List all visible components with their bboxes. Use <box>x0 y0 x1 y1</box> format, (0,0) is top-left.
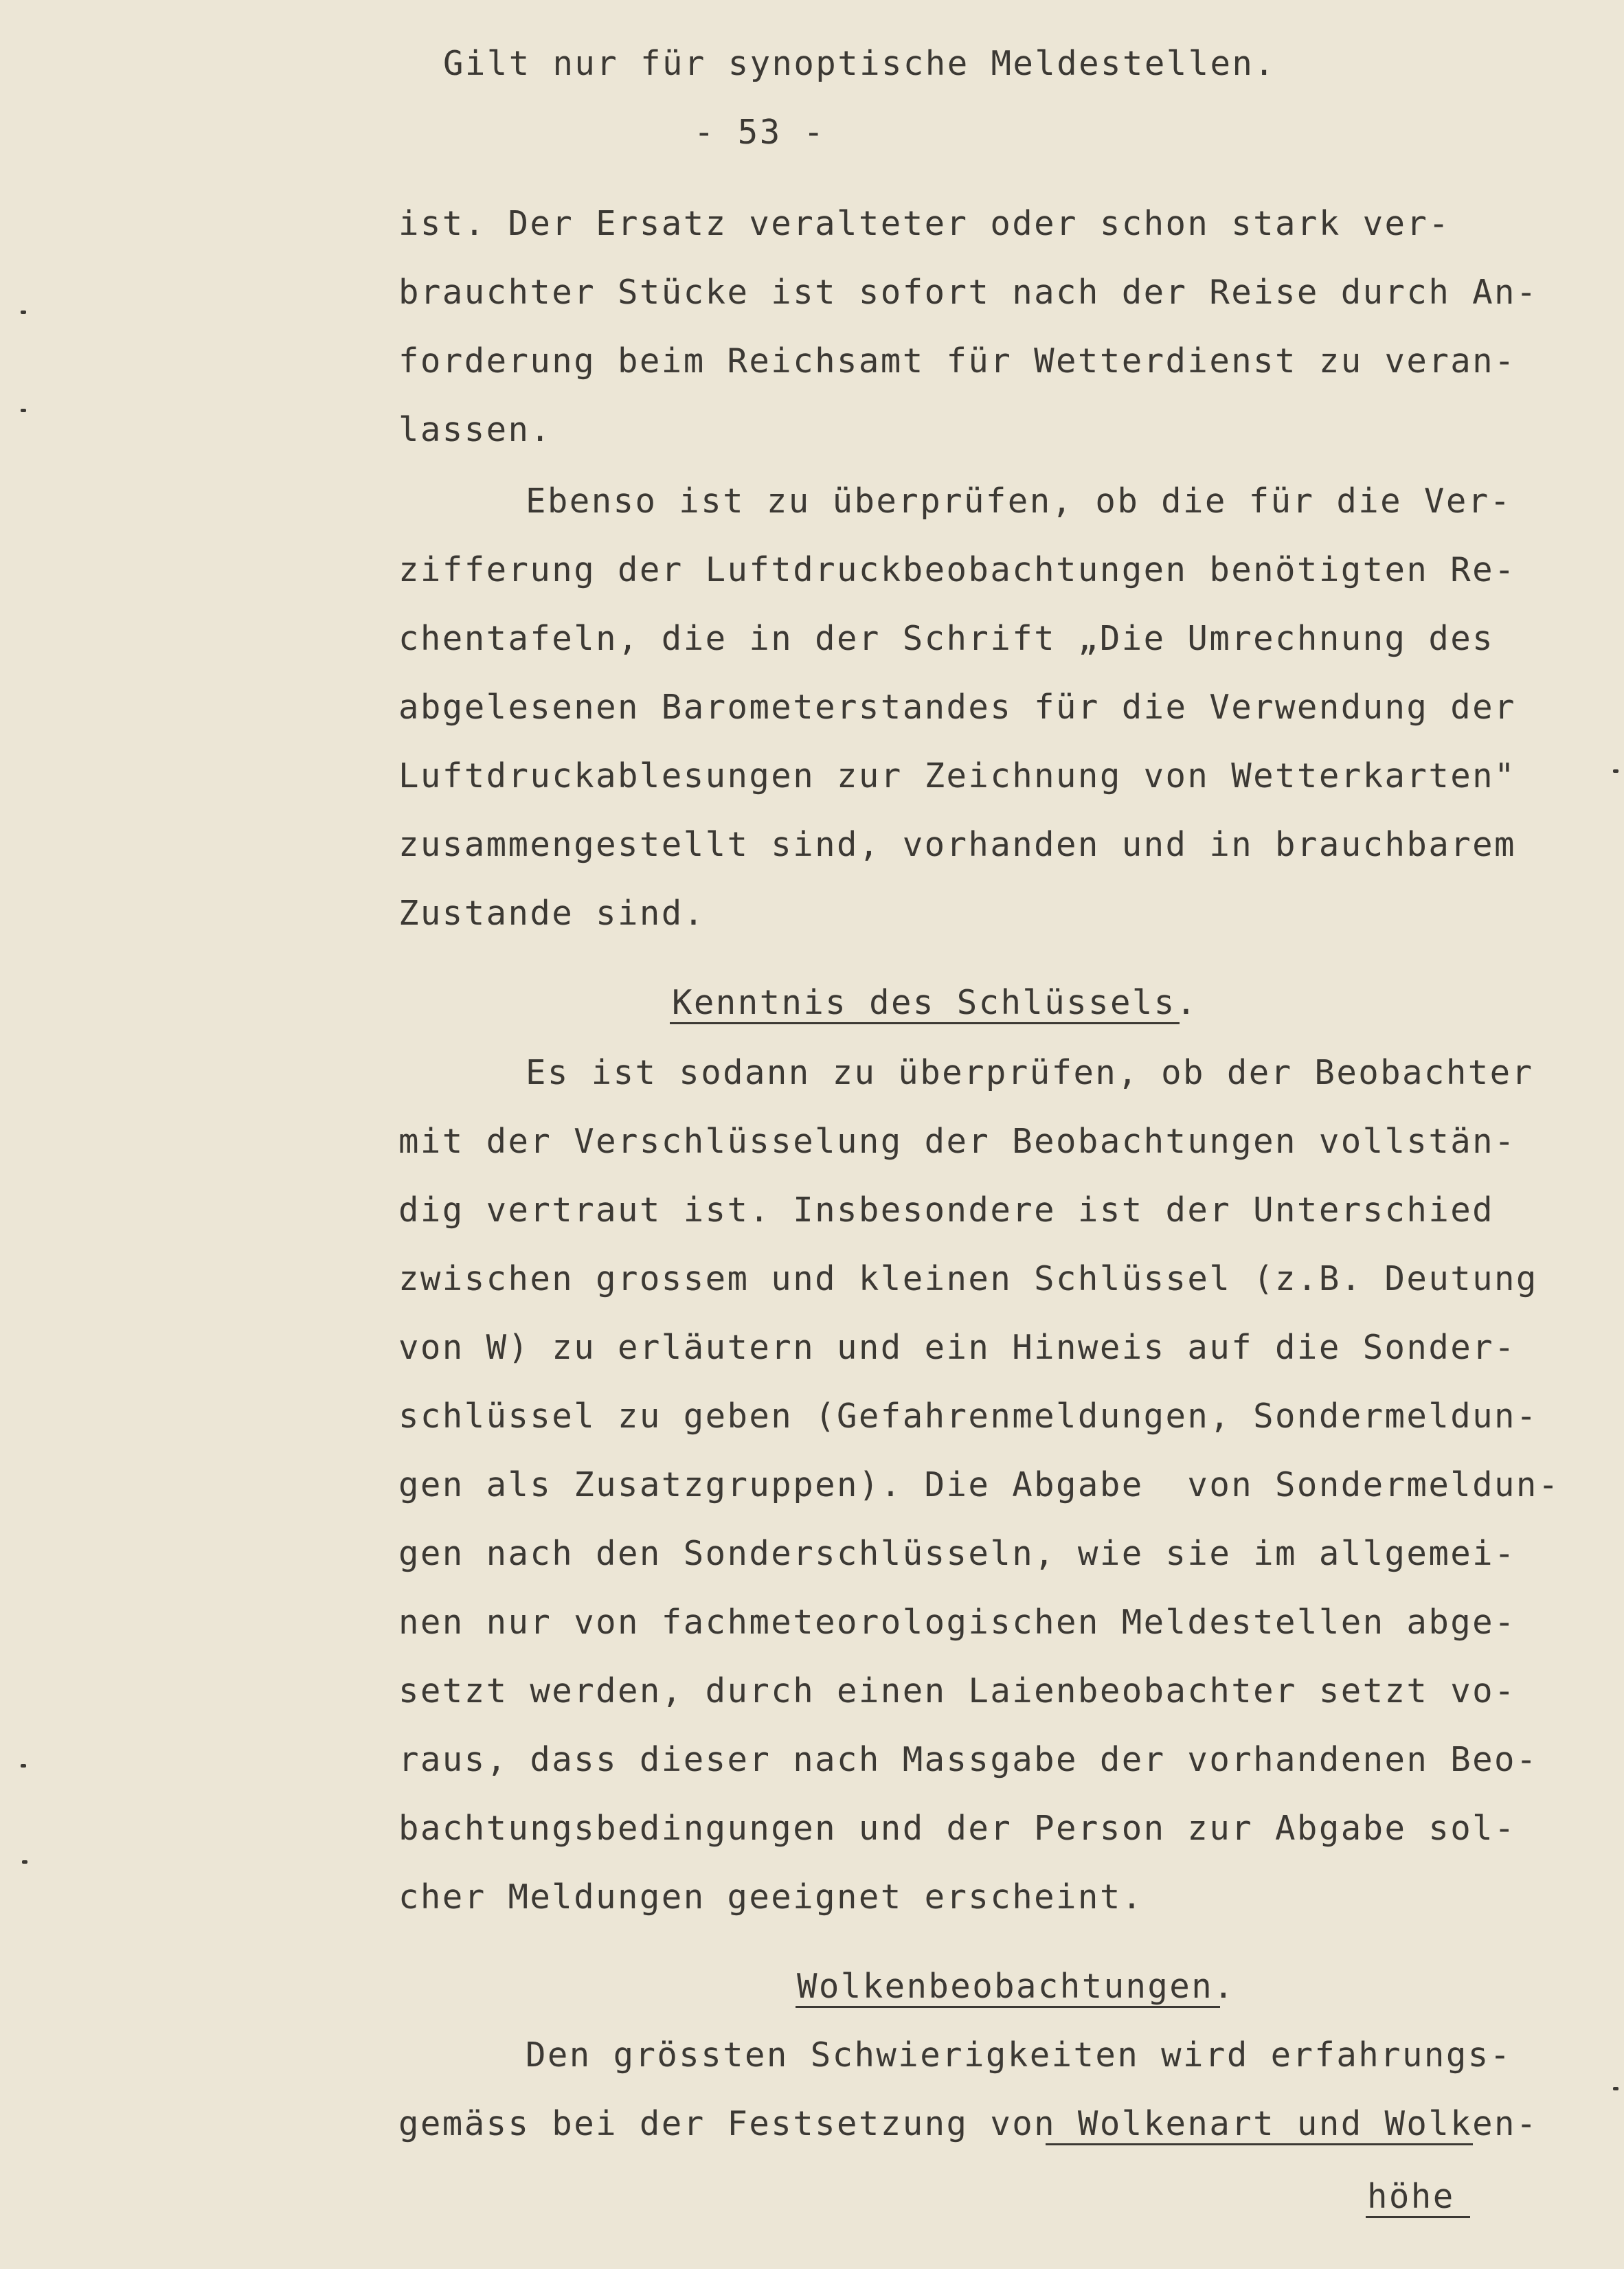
text-line: ist. Der Ersatz veralteter oder schon stark ver- <box>398 204 1451 243</box>
text-line: chentafeln, die in der Schrift „Die Umrechnung des <box>398 619 1495 658</box>
page-number: - 53 - <box>694 113 826 152</box>
text-line: forderung beim Reichsamt für Wetterdienst zu veran- <box>398 341 1516 381</box>
heading-underline <box>670 1022 1180 1024</box>
text-line: bachtungsbedingungen und der Person zur Abgabe sol- <box>398 1809 1516 1848</box>
text-line: von W) zu erläutern und ein Hinweis auf die Sonder- <box>398 1328 1516 1367</box>
margin-mark <box>21 409 26 412</box>
text-line: brauchter Stücke ist sofort nach der Reise durch An- <box>398 273 1538 312</box>
text-line: Zustande sind. <box>398 894 706 933</box>
text-line: zifferung der Luftdruckbeobachtungen benötigten Re- <box>398 550 1516 589</box>
phrase-underline <box>1046 2143 1473 2145</box>
text-line: gen nach den Sonderschlüsseln, wie sie im allgemei- <box>398 1534 1516 1573</box>
text-line: zusammengestellt sind, vorhanden und in brauchbarem <box>398 825 1516 864</box>
text-line: nen nur von fachmeteorologischen Meldestellen abge- <box>398 1603 1516 1642</box>
heading-underline <box>796 2006 1220 2008</box>
text-line: gen als Zusatzgruppen). Die Abgabe von Sondermeldun- <box>398 1465 1560 1504</box>
catchword: höhe <box>1367 2177 1455 2216</box>
text-line: Ebenso ist zu überprüfen, ob die für die Ver- <box>526 482 1512 521</box>
margin-mark <box>21 311 26 314</box>
text-line: Luftdruckablesungen zur Zeichnung von Wetterkarten" <box>398 756 1516 795</box>
header-note: Gilt nur für synoptische Meldestellen. <box>443 44 1276 83</box>
text-line: raus, dass dieser nach Massgabe der vorhandenen Beo- <box>398 1740 1538 1779</box>
text-line: abgelesenen Barometerstandes für die Verwendung der <box>398 688 1516 727</box>
text-line: zwischen grossem und kleinen Schlüssel (z.B. Deutung <box>398 1259 1538 1298</box>
margin-mark <box>1613 2087 1619 2090</box>
text-line: dig vertraut ist. Insbesondere ist der Unterschied <box>398 1190 1495 1230</box>
margin-mark <box>1613 769 1619 773</box>
text-line: Es ist sodann zu überprüfen, ob der Beobachter <box>526 1053 1534 1092</box>
section-heading: Kenntnis des Schlüssels. <box>672 983 1198 1022</box>
text-line: gemäss bei der Festsetzung von Wolkenart und Wolken- <box>398 2104 1538 2143</box>
text-line: schlüssel zu geben (Gefahrenmeldungen, Sondermeldun- <box>398 1397 1538 1436</box>
text-line: mit der Verschlüsselung der Beobachtungen vollstän- <box>398 1122 1516 1161</box>
text-line: lassen. <box>398 410 552 449</box>
section-heading: Wolkenbeobachtungen. <box>797 1967 1236 2006</box>
text-line: setzt werden, durch einen Laienbeobachter setzt vo- <box>398 1671 1516 1711</box>
catchword-underline <box>1366 2216 1470 2218</box>
text-line: Den grössten Schwierigkeiten wird erfahrungs- <box>526 2035 1512 2075</box>
margin-mark <box>22 1860 27 1864</box>
margin-mark <box>21 1764 26 1768</box>
text-line: cher Meldungen geeignet erscheint. <box>398 1877 1144 1917</box>
